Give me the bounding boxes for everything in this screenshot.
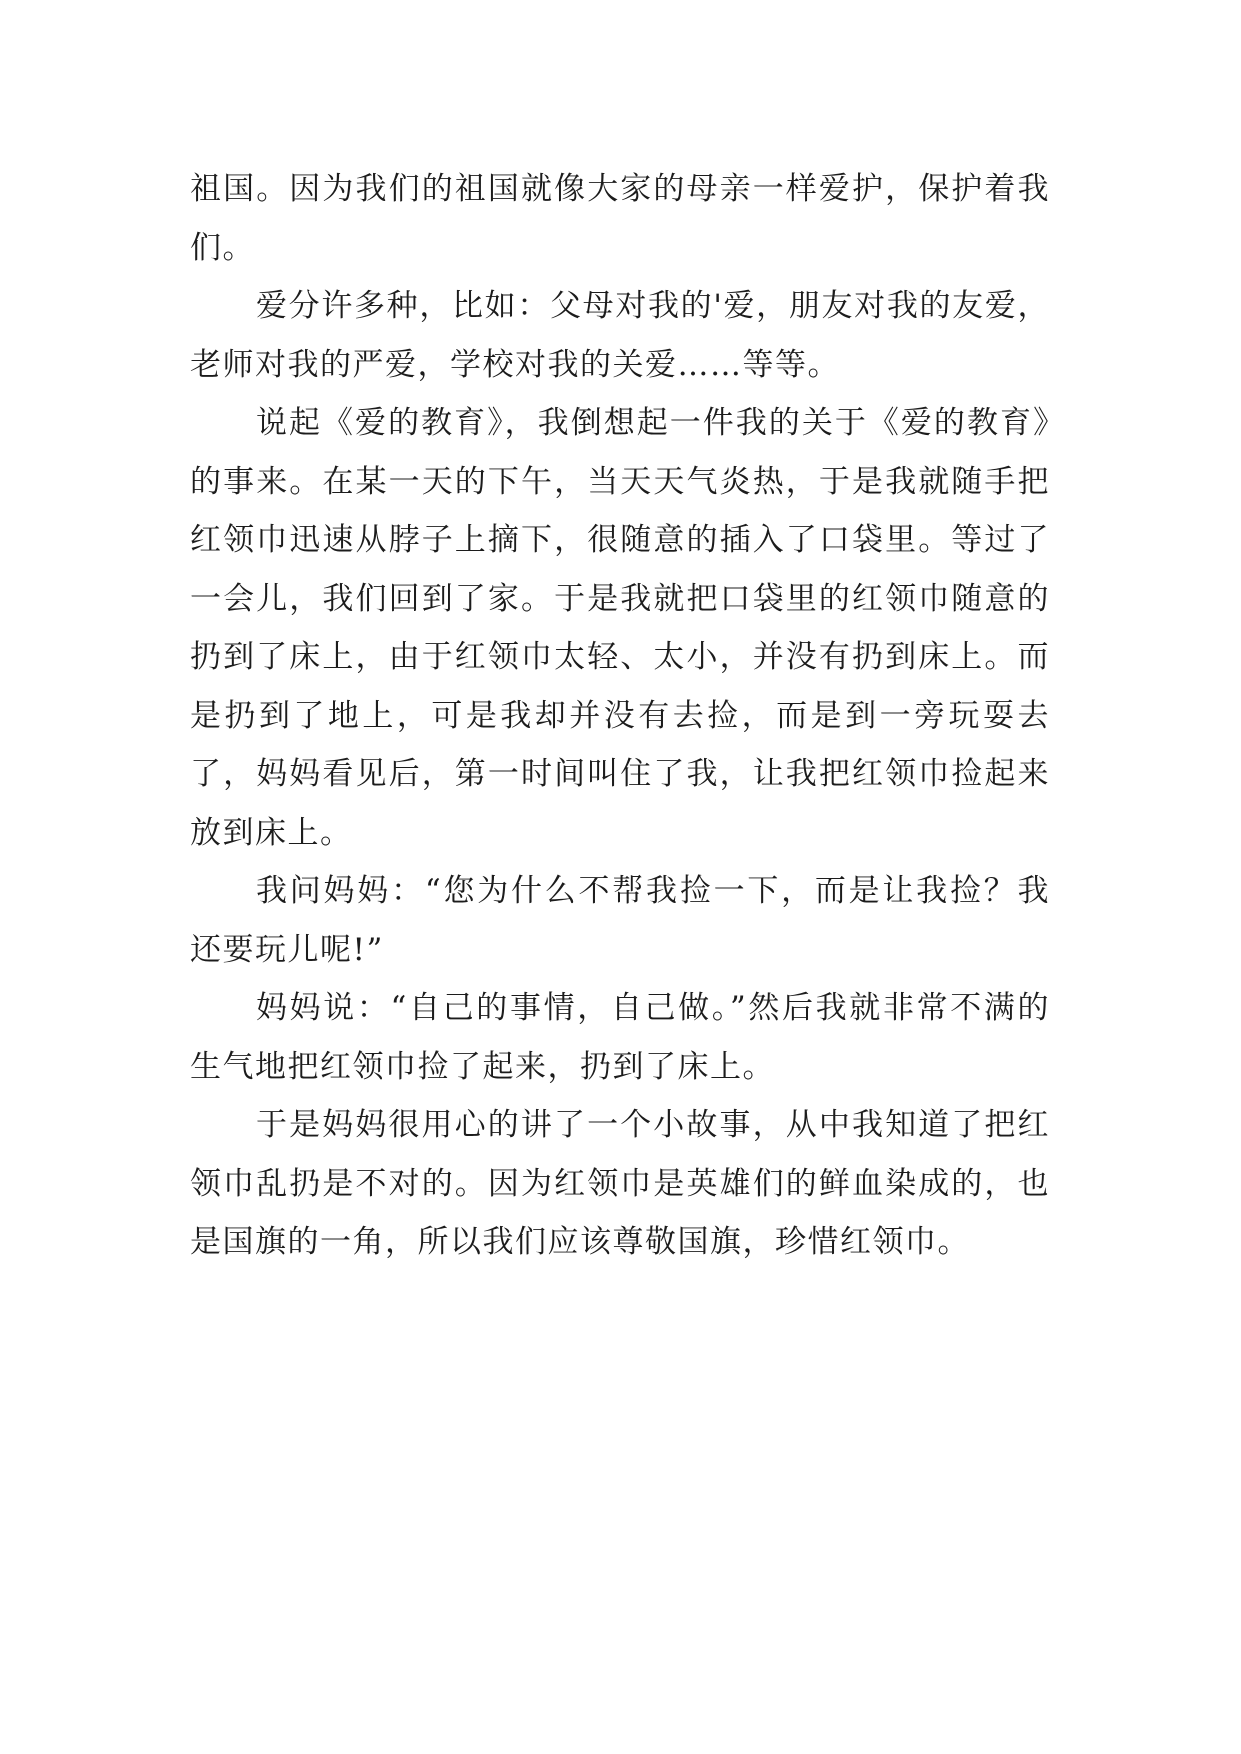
paragraph-2: 爱分许多种，比如：父母对我的'爱，朋友对我的友爱，老师对我的严爱，学校对我的关爱……等等。	[190, 288, 1050, 383]
document-body	[190, 160, 1050, 1272]
paragraph-4: 我问妈妈：“您为什么不帮我捡一下，而是让我捡？我还要玩儿呢!”	[190, 873, 1050, 968]
paragraph-6: 于是妈妈很用心的讲了一个小故事，从中我知道了把红领巾乱扔是不对的。因为红领巾是英雄们的鲜血染成的，也是国旗的一角，所以我们应该尊敬国旗，珍惜红领巾。	[190, 1107, 1050, 1260]
paragraph-1: 祖国。因为我们的祖国就像大家的母亲一样爱护，保护着我们。	[190, 171, 1050, 266]
paragraph-3: 说起《爱的教育》，我倒想起一件我的关于《爱的教育》的事来。在某一天的下午，当天天气炎热，于是我就随手把红领巾迅速从脖子上摘下，很随意的插入了口袋里。等过了一会儿，我们回到了家。于是我就把口袋里的红领巾随意的扔到了床上，由于红领巾太轻、太小，并没有扔到床上。而是扔到了地上，可是我却并没有去捡，而是到一旁玩耍去了，妈妈看见后，第一时间叫住了我，让我把红领巾捡起来放到床上。	[190, 405, 1050, 851]
paragraph-5: 妈妈说：“自己的事情，自己做。”然后我就非常不满的生气地把红领巾捡了起来，扔到了床上。	[190, 990, 1050, 1085]
